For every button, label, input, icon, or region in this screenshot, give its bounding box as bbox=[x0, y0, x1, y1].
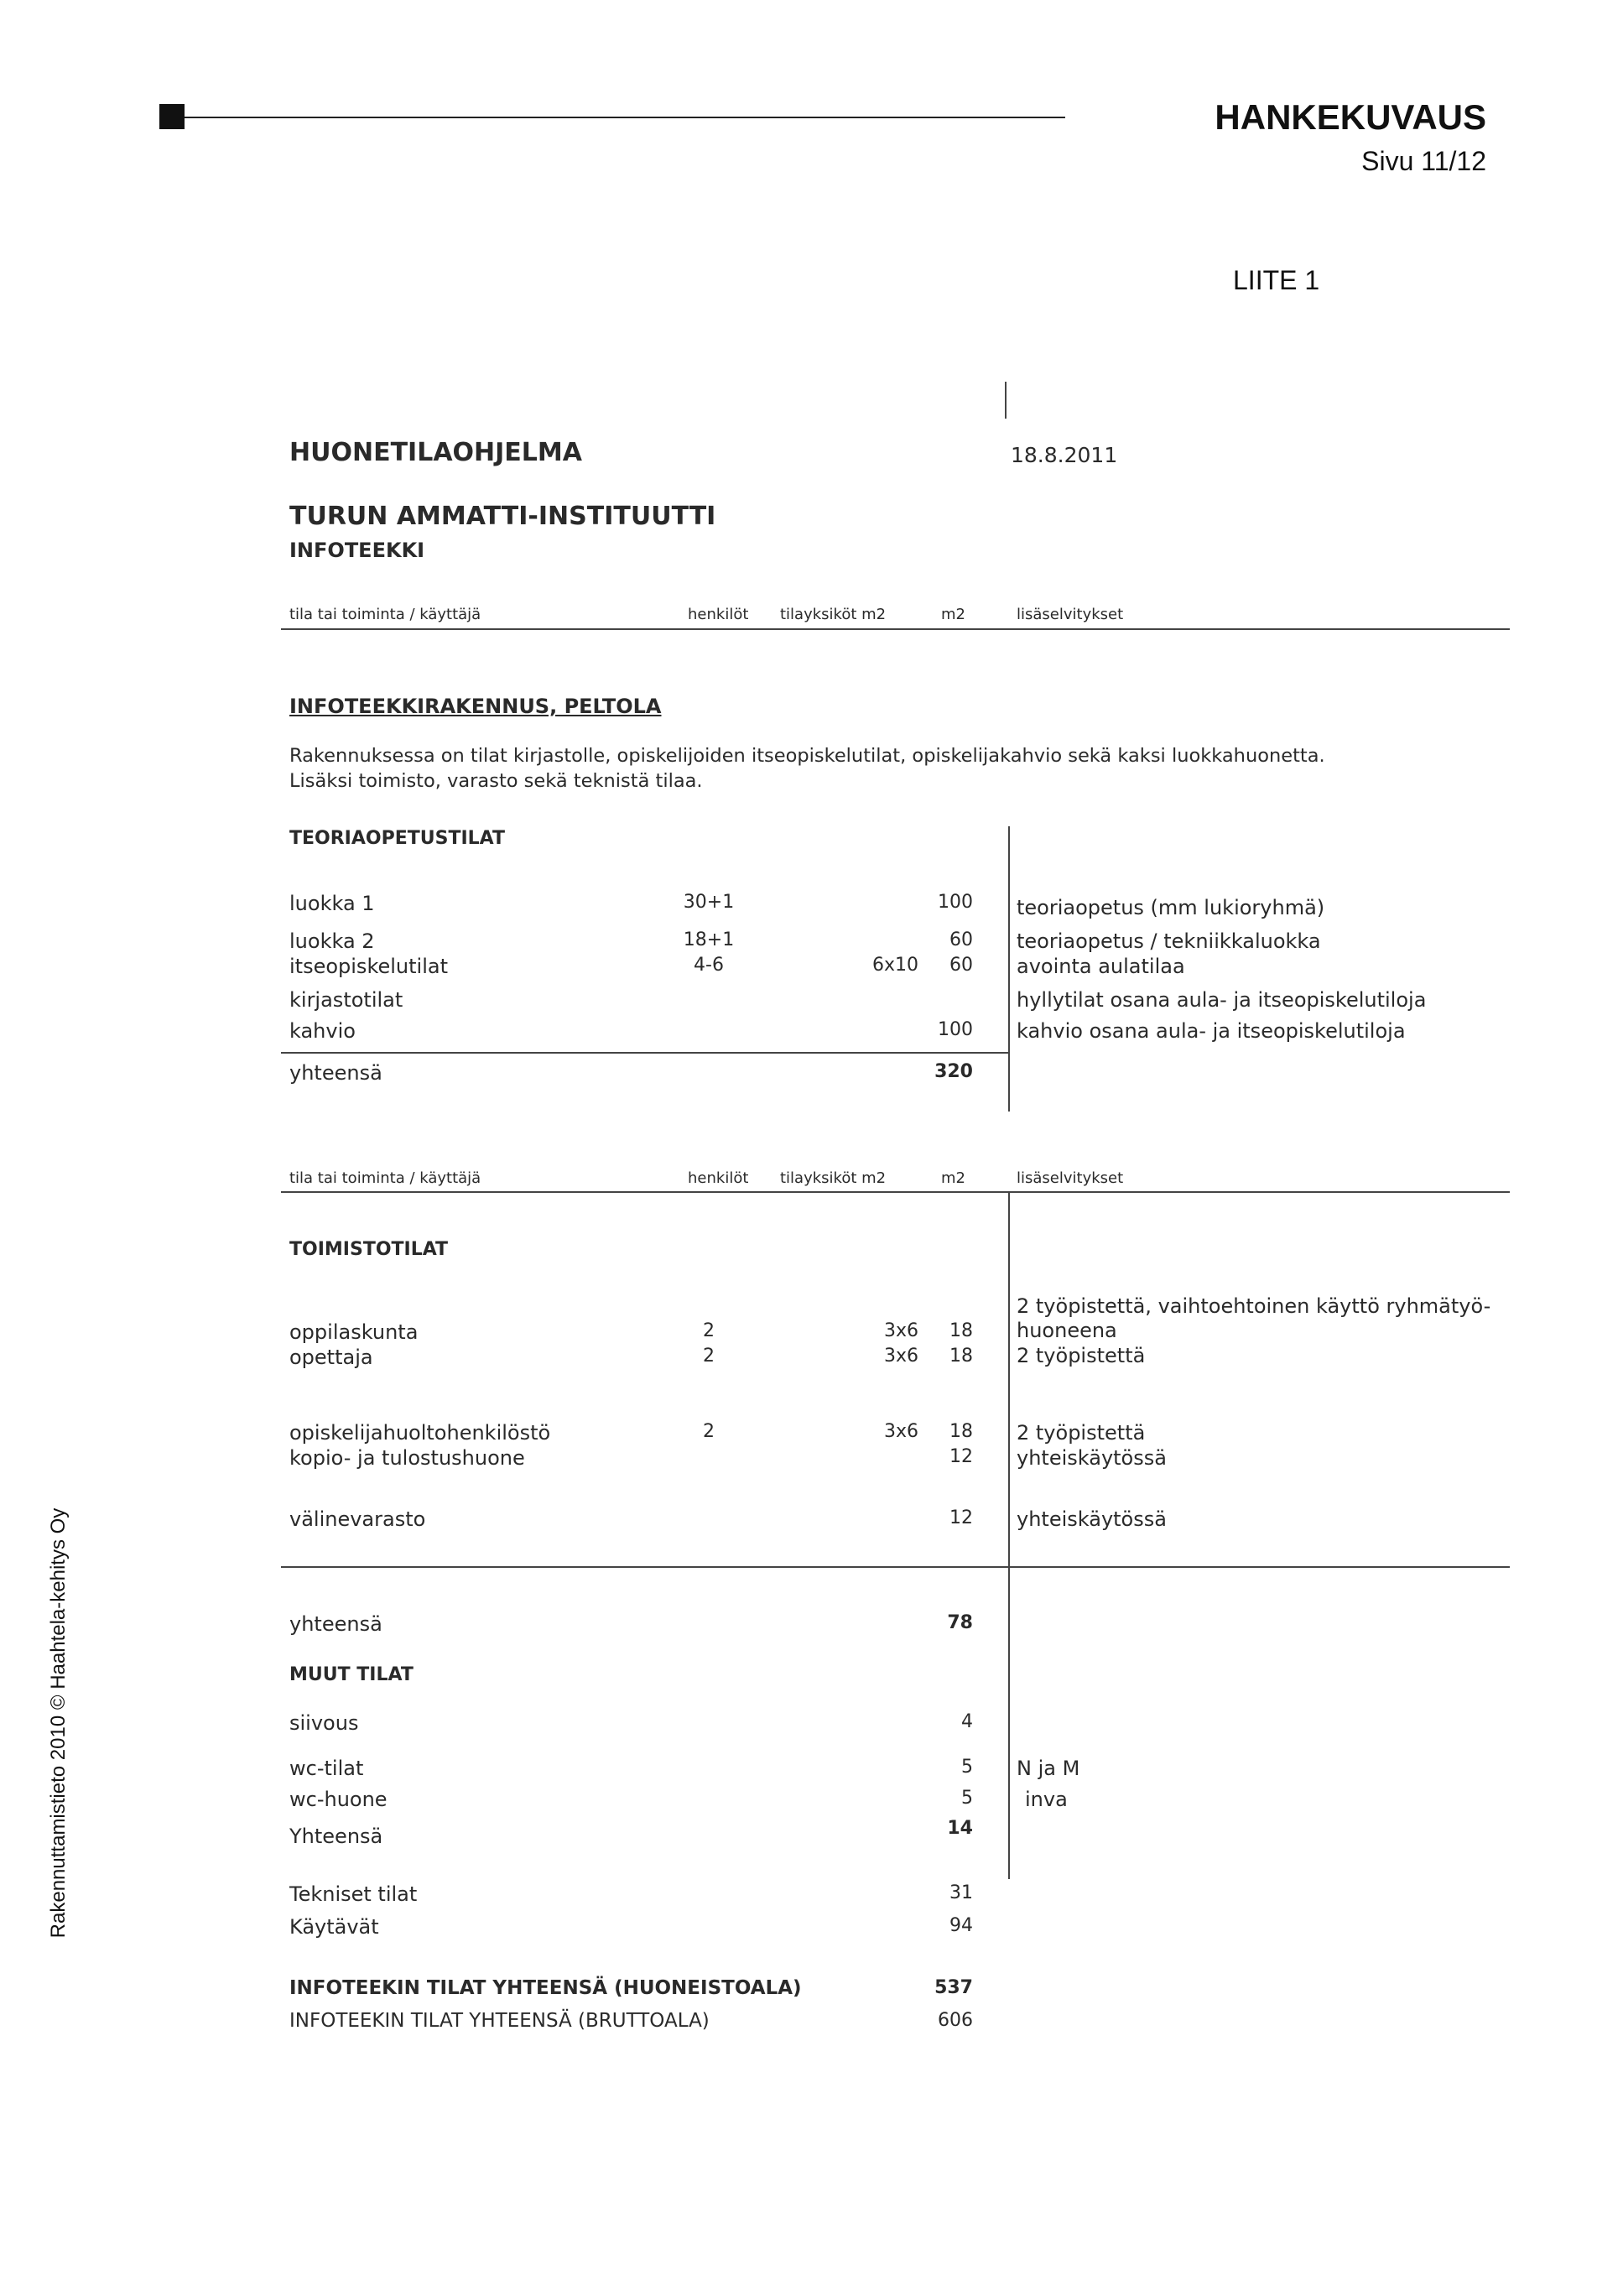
row-m2: 18 bbox=[949, 1346, 973, 1367]
side-copyright-text: Rakennuttamistieto 2010 © Haahtela-kehitys Oy bbox=[47, 1507, 70, 1939]
column-header-henkilot: henkilöt bbox=[688, 1169, 749, 1187]
building-description-line2: Lisäksi toimisto, varasto sekä teknistä tilaa. bbox=[289, 770, 703, 792]
teoria-total-label: yhteensä bbox=[289, 1061, 382, 1085]
huoneistoala-value: 537 bbox=[934, 1977, 973, 1998]
row-lisaselvitys: 2 työpistettä bbox=[1017, 1421, 1146, 1445]
row-m2: 5 bbox=[961, 1757, 973, 1778]
row-name: välinevarasto bbox=[289, 1507, 426, 1531]
row-name: itseopiskelutilat bbox=[289, 955, 448, 978]
row-lisaselvitys: 2 työpistettä bbox=[1017, 1344, 1146, 1367]
row-henkilot: 2 bbox=[703, 1320, 715, 1341]
row-m2: 31 bbox=[949, 1882, 973, 1903]
row-henkilot: 4-6 bbox=[694, 955, 724, 976]
document-date: 18.8.2011 bbox=[1011, 443, 1118, 467]
row-name: kirjastotilat bbox=[289, 988, 403, 1012]
teoria-section-title: TEORIAOPETUSTILAT bbox=[289, 828, 505, 849]
row-tilayksikot: 6x10 bbox=[871, 955, 918, 976]
bruttoala-label: INFOTEEKIN TILAT YHTEENSÄ (BRUTTOALA) bbox=[289, 2010, 710, 2032]
muut-total-value: 14 bbox=[947, 1818, 973, 1839]
row-tilayksikot: 3x6 bbox=[883, 1346, 918, 1367]
teoria-total-rule bbox=[281, 1052, 1009, 1054]
row-m2: 18 bbox=[949, 1320, 973, 1341]
row-henkilot: 30+1 bbox=[683, 892, 735, 913]
row-name: oppilaskunta bbox=[289, 1320, 419, 1344]
row-lisaselvitys: yhteiskäytössä bbox=[1017, 1446, 1167, 1470]
attachment-label: LIITE 1 bbox=[1233, 265, 1320, 295]
row-name: Käytävät bbox=[289, 1915, 379, 1939]
row-m2: 60 bbox=[949, 955, 973, 976]
row-name: siivous bbox=[289, 1711, 359, 1735]
row-m2: 100 bbox=[938, 892, 973, 913]
building-title: INFOTEEKKIRAKENNUS, PELTOLA bbox=[289, 695, 662, 718]
row-name: opettaja bbox=[289, 1346, 373, 1369]
row-m2: 4 bbox=[961, 1711, 973, 1732]
row-lisaselvitys: yhteiskäytössä bbox=[1017, 1507, 1167, 1531]
row-m2: 94 bbox=[949, 1915, 973, 1936]
toimisto-section-title: TOIMISTOTILAT bbox=[289, 1239, 449, 1260]
column-header-henkilot: henkilöt bbox=[688, 606, 749, 623]
row-henkilot: 18+1 bbox=[683, 929, 735, 950]
header-title: HANKEKUVAUS bbox=[1215, 97, 1486, 137]
date-marker-line bbox=[1005, 382, 1007, 419]
column-header-tila: tila tai toiminta / käyttäjä bbox=[289, 1169, 481, 1187]
row-name: wc-huone bbox=[289, 1788, 388, 1811]
column-header-tilayksikot: tilayksiköt m2 bbox=[780, 606, 887, 623]
bruttoala-value: 606 bbox=[938, 2010, 973, 2031]
column-header-lisaselvitykset: lisäselvitykset bbox=[1017, 606, 1124, 623]
row-lisaselvitys: kahvio osana aula- ja itseopiskelutiloja bbox=[1017, 1019, 1406, 1043]
row-m2: 5 bbox=[961, 1788, 973, 1809]
building-description-line1: Rakennuksessa on tilat kirjastolle, opiskelijoiden itseopiskelutilat, opiskelijakahvio sekä kaksi luokkahuonetta. bbox=[289, 745, 1325, 767]
toimisto-total-value: 78 bbox=[947, 1612, 973, 1633]
row-lisaselvitys: hyllytilat osana aula- ja itseopiskelutiloja bbox=[1017, 988, 1427, 1012]
row-name: kahvio bbox=[289, 1019, 356, 1043]
muut-total-label: Yhteensä bbox=[289, 1825, 383, 1848]
row-henkilot: 2 bbox=[703, 1346, 715, 1367]
column-header-tilayksikot: tilayksiköt m2 bbox=[780, 1169, 887, 1187]
column-header-rule bbox=[281, 628, 1510, 630]
row-m2: 12 bbox=[949, 1446, 973, 1467]
column-header-m2: m2 bbox=[941, 1169, 965, 1187]
header-page-number: Sivu 11/12 bbox=[1361, 146, 1486, 176]
row-henkilot: 2 bbox=[703, 1421, 715, 1442]
row-lisaselvitys: huoneena bbox=[1017, 1319, 1117, 1342]
row-tilayksikot: 3x6 bbox=[883, 1320, 918, 1341]
row-lisaselvitys: teoriaopetus (mm lukioryhmä) bbox=[1017, 896, 1325, 919]
toimisto-total-label: yhteensä bbox=[289, 1612, 382, 1636]
muut-section-title: MUUT TILAT bbox=[289, 1664, 414, 1685]
program-title: HUONETILAOHJELMA bbox=[289, 438, 582, 467]
row-name: Tekniset tilat bbox=[289, 1882, 418, 1906]
row-name: opiskelijahuoltohenkilöstö bbox=[289, 1421, 551, 1445]
row-name: luokka 2 bbox=[289, 929, 375, 953]
row-name: wc-tilat bbox=[289, 1757, 364, 1780]
organization-name: TURUN AMMATTI-INSTITUUTTI bbox=[289, 502, 716, 531]
row-m2: 18 bbox=[949, 1421, 973, 1442]
row-lisaselvitys: inva bbox=[1025, 1788, 1068, 1811]
table-vertical-divider-2 bbox=[1008, 1191, 1010, 1879]
column-header-m2: m2 bbox=[941, 606, 965, 623]
row-lisaselvitys: teoriaopetus / tekniikkaluokka bbox=[1017, 929, 1321, 953]
header-square-marker bbox=[159, 104, 185, 129]
row-tilayksikot: 3x6 bbox=[883, 1421, 918, 1442]
huoneistoala-label: INFOTEEKIN TILAT YHTEENSÄ (HUONEISTOALA) bbox=[289, 1977, 802, 1999]
row-m2: 100 bbox=[938, 1019, 973, 1040]
column-header-lisaselvitykset: lisäselvitykset bbox=[1017, 1169, 1124, 1187]
row-lisaselvitys: N ja M bbox=[1017, 1757, 1080, 1780]
row-m2: 60 bbox=[949, 929, 973, 950]
row-name: luokka 1 bbox=[289, 892, 375, 915]
toimisto-total-rule bbox=[281, 1566, 1510, 1568]
row-lisaselvitys: avointa aulatilaa bbox=[1017, 955, 1185, 978]
subunit-name: INFOTEEKKI bbox=[289, 539, 425, 562]
toimisto-lisa-note: 2 työpistettä, vaihtoehtoinen käyttö ryhmätyö- bbox=[1017, 1294, 1491, 1318]
row-m2: 12 bbox=[949, 1507, 973, 1528]
column-header-tila: tila tai toiminta / käyttäjä bbox=[289, 606, 481, 623]
row-name: kopio- ja tulostushuone bbox=[289, 1446, 525, 1470]
column-header-rule bbox=[281, 1191, 1510, 1193]
table-vertical-divider-1 bbox=[1008, 826, 1010, 1112]
teoria-total-value: 320 bbox=[934, 1061, 973, 1082]
header-rule bbox=[185, 117, 1065, 118]
